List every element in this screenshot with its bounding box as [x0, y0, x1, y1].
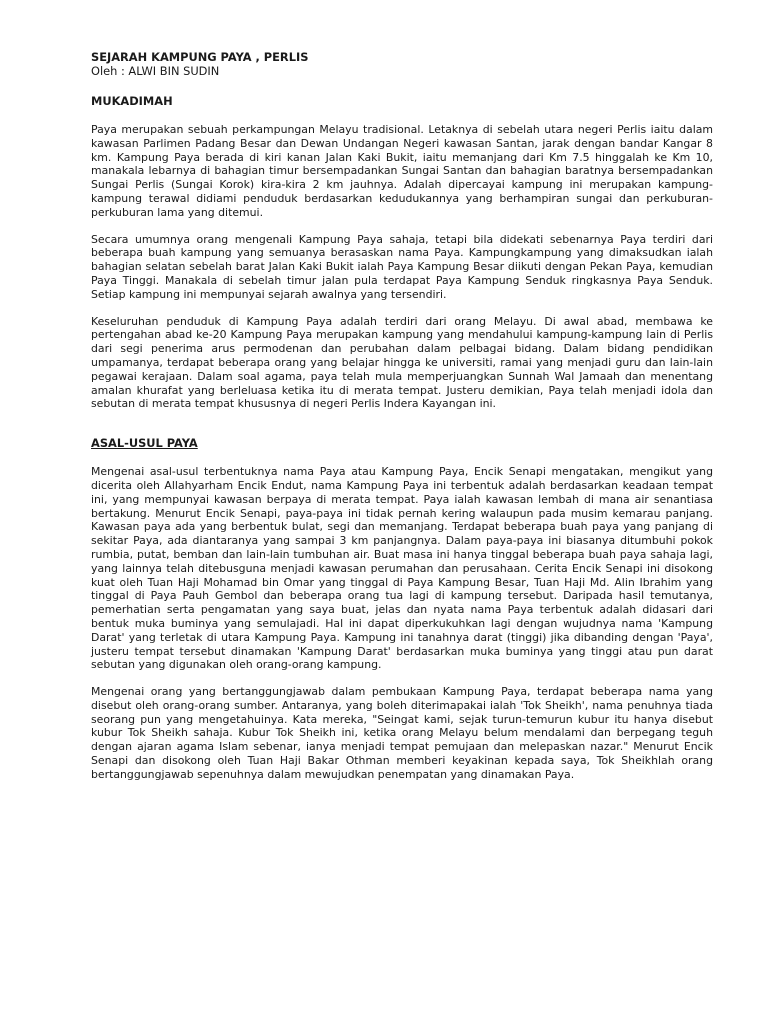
paragraph: Mengenai orang yang bertanggungjawab dalam pembukaan Kampung Paya, terdapat beberapa nama yang disebut oleh orang-orang sumber. Antaranya, yang boleh diterimapakai ialah 'Tok Sheikh', nama penuhnya tiada seorang pun yang mengetahuinya. Kata mereka, "Seingat kami, sejak turun-temurun kubur itu hanya disebut kubur Tok Sheikh sahaja. Kubur Tok Sheikh ini, ketika orang Melayu belum mendalami dan berpegang teguh dengan ajaran agama Islam sebenar, ianya menjadi tempat pemujaan dan melepaskan nazar." Menurut Encik Senapi dan disokong oleh Tuan Haji Bakar Othman memberi keyakinan kepada saya, Tok Sheikhlah orang bertanggungjawab sepenuhnya dalam mewujudkan penempatan yang dinamakan Paya.: [91, 685, 713, 781]
section-asal-usul: [91, 436, 713, 782]
section-heading-asal-usul: ASAL-USUL PAYA: [91, 436, 198, 451]
paragraph: Keseluruhan penduduk di Kampung Paya adalah terdiri dari orang Melayu. Di awal abad, membawa ke pertengahan abad ke-20 Kampung Paya merupakan kampung yang mendahului kampung-kampung lain di Perlis dari segi penerima arus permodenan dan perubahan dalam pelbagai bidang. Dalam bidang pendidikan umpamanya, terdapat beberapa orang yang belajar hingga ke universiti, ramai yang menjadi guru dan lain-lain pegawai kerajaan. Dalam soal agama, paya telah mula memperjuangkan Sunnah Wal Jamaah dan menentang amalan khurafat yang berleluasa ketika itu di merata tempat. Justeru demikian, Paya telah menjadi idola dan sebutan di merata tempat khususnya di negeri Perlis Indera Kayangan ini.: [91, 314, 713, 411]
paragraph: Paya merupakan sebuah perkampungan Melayu tradisional. Letaknya di sebelah utara negeri Perlis iaitu dalam kawasan Parlimen Padang Besar dan Dewan Undangan Negeri kawasan Santan, jarak dengan bandar Kangar 8 km. Kampung Paya berada di kiri kanan Jalan Kaki Bukit, iaitu memanjang dari Km 7.5 hinggalah ke Km 10, manakala lebarnya di bahagian timur bersempadankan Sungai Santan dan bahagian baratnya bersempadankan Sungai Perlis (Sungai Korok) kira-kira 2 km jauhnya. Adalah dipercayai kampung ini merupakan kampung-kampung terawal didiami penduduk berdasarkan kedudukannya yang berhampiran sungai dan perkuburan-perkuburan lama yang ditemui.: [91, 123, 713, 219]
document-title: SEJARAH KAMPUNG PAYA , PERLIS: [91, 50, 309, 64]
section-heading-mukadimah: MUKADIMAH: [91, 94, 173, 108]
section-spacer: [91, 424, 713, 436]
paragraph: Secara umumnya orang mengenali Kampung Paya sahaja, tetapi bila didekati sebenarnya Paya terdiri dari beberapa buah kampung yang semuanya berasaskan nama Paya. Kampungkampung yang dimaksudkan ialah bahagian selatan sebelah barat Jalan Kaki Bukit ialah Paya Kampung Besar diikuti dengan Pekan Paya, kemudian Paya Tinggi. Manakala di sebelah timur jalan pula terdapat Paya Kampung Senduk ringkasnya Paya Senduk. Setiap kampung ini mempunyai sejarah awalnya yang tersendiri.: [91, 232, 713, 301]
document-author: Oleh : ALWI BIN SUDIN: [91, 64, 220, 78]
paragraph: Mengenai asal-usul terbentuknya nama Paya atau Kampung Paya, Encik Senapi mengatakan, mengikut yang dicerita oleh Allahyarham Encik Endut, nama Kampung Paya ini terbentuk adalah berdasarkan keadaan tempat ini, yang mempunyai kawasan berpaya di merata tempat. Paya ialah kawasan lembah di mana air senantiasa bertakung. Menurut Encik Senapi, paya-paya ini tidak pernah kering walaupun pada musim kemarau panjang. Kawasan paya ada yang berbentuk bulat, segi dan memanjang. Terdapat beberapa buah paya yang panjang di sekitar Paya, ada diantaranya yang sampai 3 km panjangnya. Dalam paya-paya ini biasanya ditumbuhi pokok rumbia, putat, bemban dan lain-lain tumbuhan air. Buat masa ini hanya tinggal beberapa buah paya sahaja lagi, yang lainnya telah ditebusguna menjadi kawasan perumahan dan perusahaan. Cerita Encik Senapi ini disokong kuat oleh Tuan Haji Mohamad bin Omar yang tinggal di Paya Kampung Besar, Tuan Haji Md. Alin Ibrahim yang tinggal di Paya Pauh Gembol dan beberapa orang tua lagi di kampung tersebut. Daripada hasil temutanya, pemerhatian serta pengamatan yang saya buat, jelas dan nyata nama Paya terbentuk adalah didasari dari bentuk muka buminya yang semulajadi. Hal ini dapat diperkukuhkan lagi dengan wujudnya nama 'Kampung Darat' yang terletak di utara Kampung Paya. Kampung ini tanahnya darat (tinggi) jika dibanding dengan 'Paya', justeru tempat tersebut dinamakan 'Kampung Darat' berdasarkan muka buminya yang tinggi atau pun darat sebutan yang digunakan oleh orang-orang kampung.: [91, 465, 713, 672]
section-mukadimah: [91, 94, 713, 411]
document-page: [91, 50, 713, 795]
